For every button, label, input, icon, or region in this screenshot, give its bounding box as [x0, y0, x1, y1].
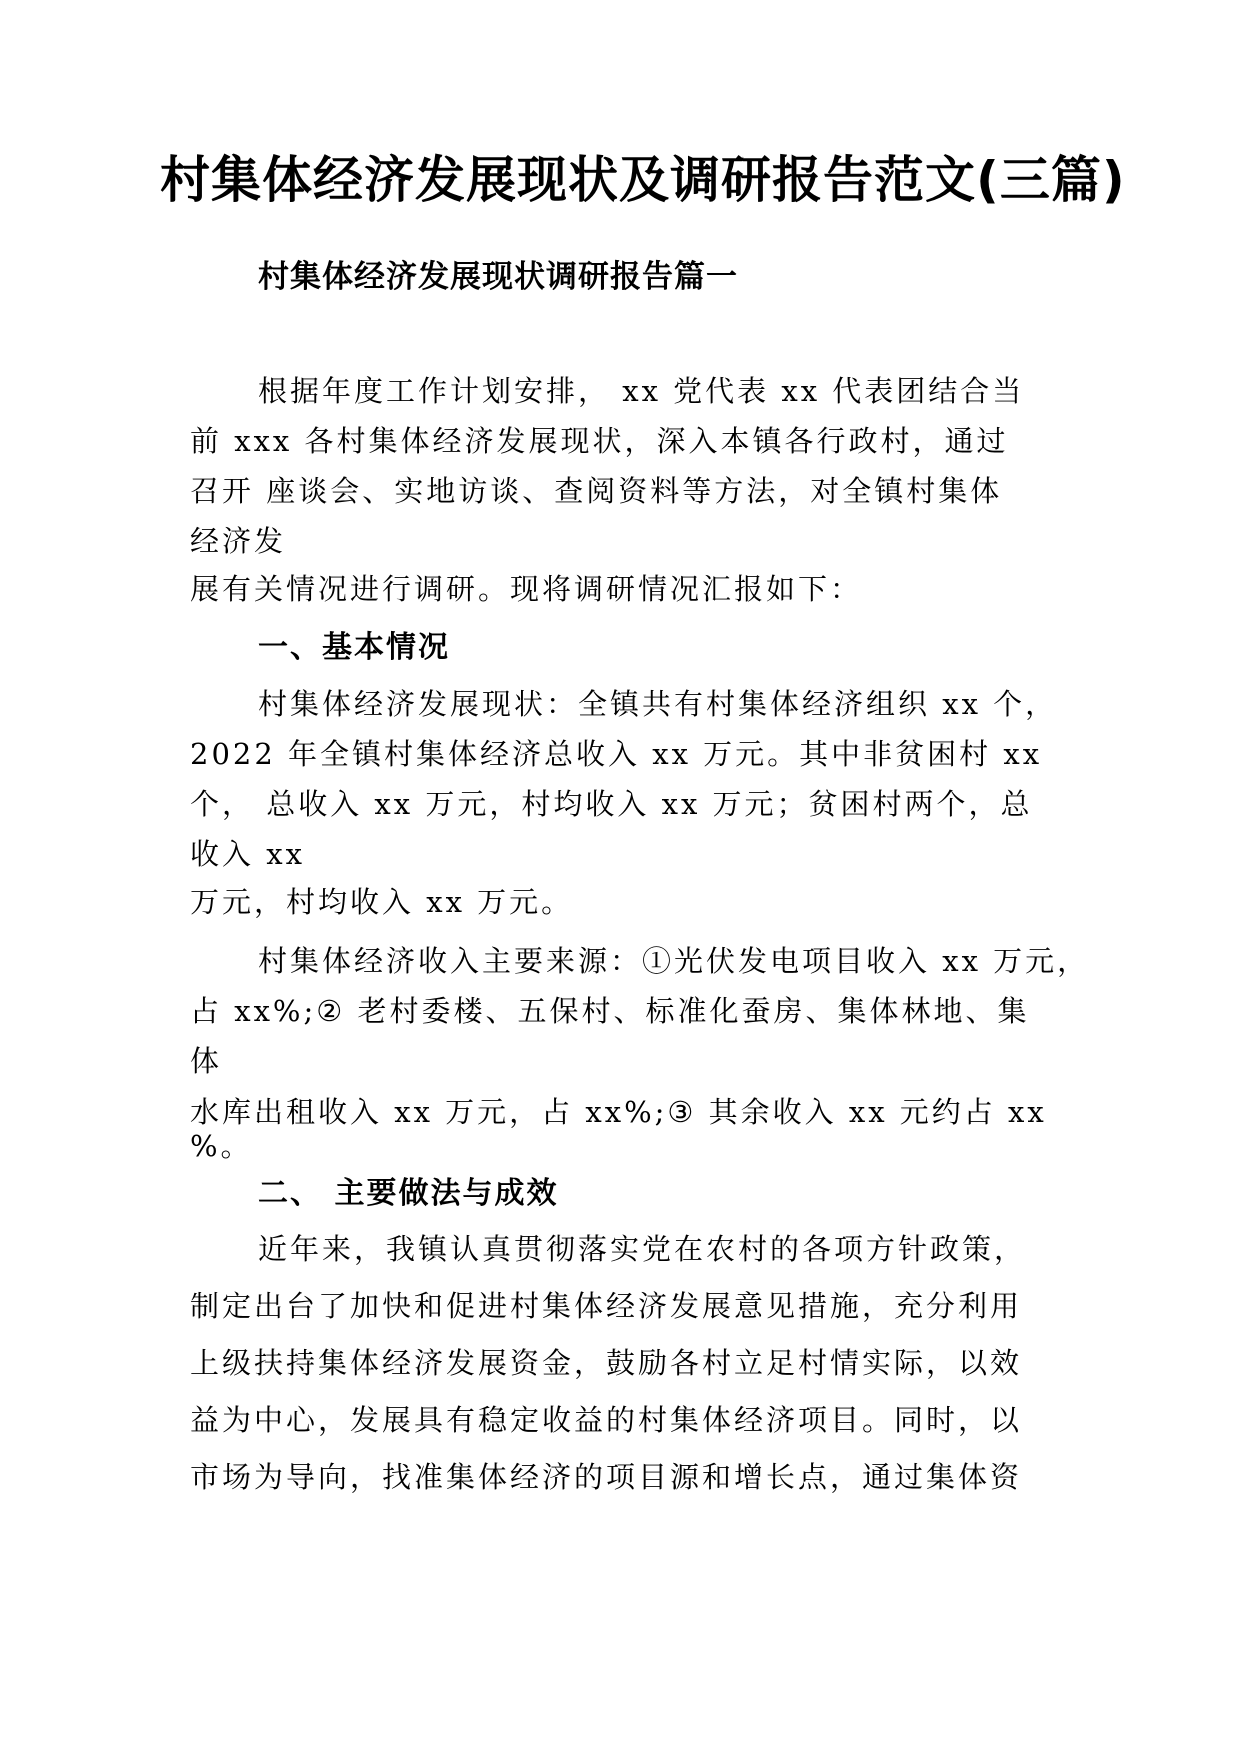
text-line: 前 xxx 各村集体经济发展现状，深入本镇各行政村，通过	[190, 424, 1009, 458]
section-heading-practices: 二、 主要做法与成效	[258, 1176, 559, 1211]
text-line: 2022 年全镇村集体经济总收入 xx 万元。其中非贫困村 xx	[190, 737, 1043, 771]
text-line: 收入 xx	[190, 837, 305, 871]
text-line: 占 xx%;② 老村委楼、五保村、标准化蚕房、集体林地、集	[190, 994, 1030, 1028]
text-line: 根据年度工作计划安排， xx 党代表 xx 代表团结合当	[258, 374, 1025, 408]
text-line: 上级扶持集体经济发展资金，鼓励各村立足村情实际，以效	[190, 1346, 1023, 1380]
text-line: 经济发	[190, 524, 287, 558]
text-line: %。	[190, 1129, 253, 1163]
document-subtitle: 村集体经济发展现状调研报告篇一	[258, 259, 738, 295]
text-line: 近年来，我镇认真贯彻落实党在农村的各项方针政策，	[258, 1232, 1027, 1266]
text-line: 制定出台了加快和促进村集体经济发展意见措施，充分利用	[190, 1289, 1023, 1323]
text-line: 万元，村均收入 xx 万元。	[190, 885, 574, 919]
text-line: 体	[190, 1044, 223, 1078]
text-line: 水库出租收入 xx 万元，占 xx%;③ 其余收入 xx 元约占 xx	[190, 1095, 1047, 1129]
section-heading-basic: 一、基本情况	[258, 630, 450, 665]
text-line: 市场为导向，找准集体经济的项目源和增长点，通过集体资	[190, 1460, 1023, 1494]
text-line: 个， 总收入 xx 万元，村均收入 xx 万元；贫困村两个，总	[190, 787, 1033, 821]
document-title: 村集体经济发展现状及调研报告范文(三篇)	[160, 151, 1126, 209]
text-line: 展有关情况进行调研。现将调研情况汇报如下：	[190, 572, 863, 606]
text-line: 益为中心，发展具有稳定收益的村集体经济项目。同时，以	[190, 1403, 1023, 1437]
text-line: 村集体经济发展现状：全镇共有村集体经济组织 xx 个，	[258, 687, 1058, 721]
text-line: 村集体经济收入主要来源：①光伏发电项目收入 xx 万元，	[258, 944, 1090, 978]
text-line: 召开 座谈会、实地访谈、查阅资料等方法，对全镇村集体	[190, 474, 1003, 508]
